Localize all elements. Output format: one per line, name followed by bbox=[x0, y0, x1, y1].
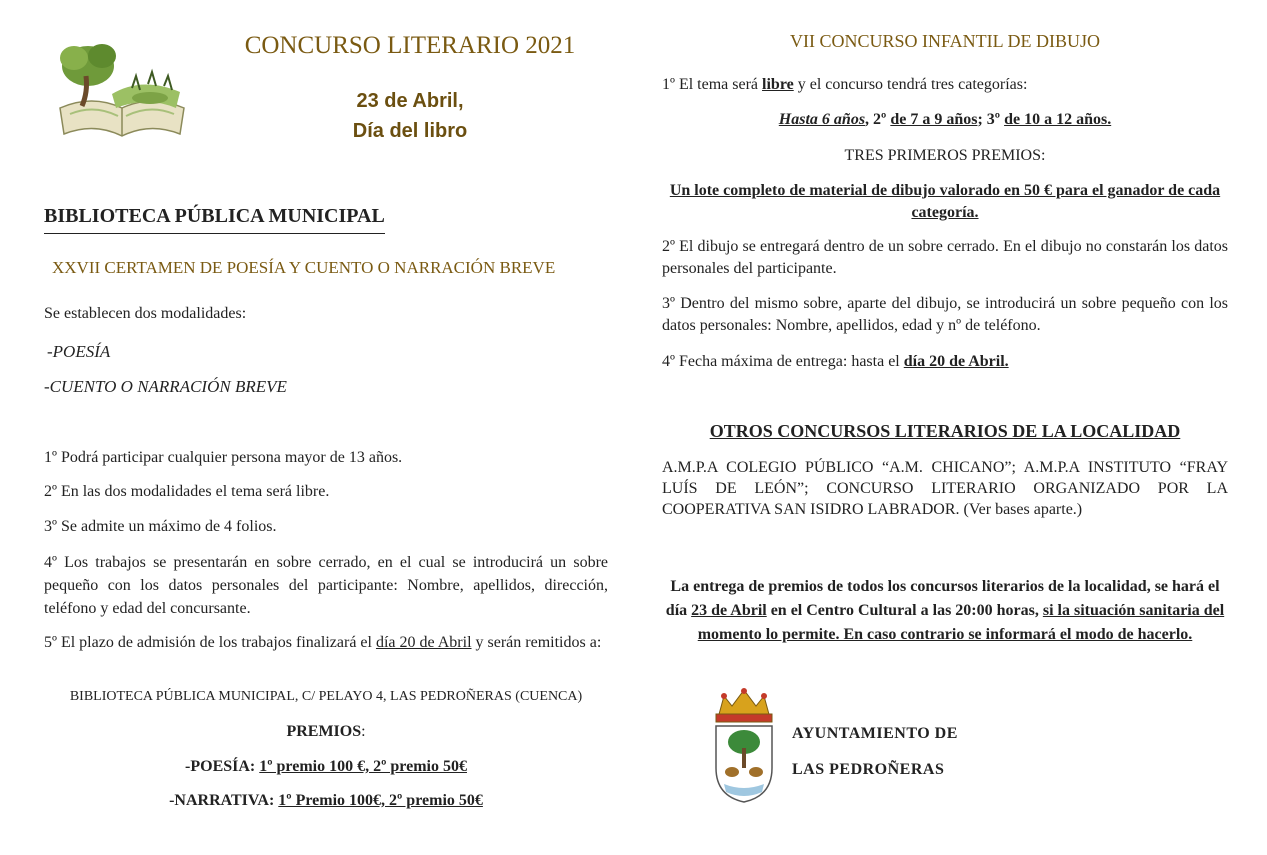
other-contests-heading: OTROS CONCURSOS LITERARIOS DE LA LOCALIDAD bbox=[709, 421, 1181, 441]
drawing-rule-1-libre: libre bbox=[762, 76, 794, 93]
modalities-intro: Se establecen dos modalidades: bbox=[44, 305, 247, 322]
drawing-rule-4-date: día 20 de Abril. bbox=[903, 353, 1009, 370]
town-hall-line-1: AYUNTAMIENTO DE bbox=[792, 725, 958, 742]
rule-2: 2º En las dos modalidades el tema será libre. bbox=[44, 483, 330, 500]
ceremony-text-a: La entrega de premios de todos los concursos literarios de la localidad, se hará el día bbox=[665, 578, 1220, 619]
rule-5-date: día 20 de Abril bbox=[375, 634, 472, 651]
modality-poetry: -POESÍA bbox=[47, 342, 111, 361]
drawing-prizes-heading-label: TRES PRIMEROS PREMIOS bbox=[844, 147, 1042, 164]
ceremony-date: 23 de Abril bbox=[691, 602, 767, 619]
drawing-rule-1-b: y el concurso tendrá tres categorías: bbox=[793, 76, 1028, 93]
drawing-rule-4 bbox=[662, 351, 1228, 373]
rule-4: 4º Los trabajos se presentarán en sobre cerrado, en el cual se introducirá un sobre pequeño con los datos personales del participante: Nombre, apellidos, dirección, teléfono y edad del concursante. bbox=[44, 554, 608, 617]
address: BIBLIOTECA PÚBLICA MUNICIPAL, C/ PELAYO 4, LAS PEDROÑERAS (CUENCA) bbox=[69, 689, 583, 704]
rule-3: 3º Se admite un máximo de 4 folios. bbox=[44, 518, 277, 535]
drawing-rule-3: 3º Dentro del mismo sobre, aparte del dibujo, se introducirá un sobre pequeño con los datos personales: Nombre, apellidos, edad y nº de teléfono. bbox=[662, 295, 1228, 334]
rule-1: 1º Podrá participar cualquier persona mayor de 13 años. bbox=[44, 449, 403, 466]
contest-title: XXVII CERTAMEN DE POESÍA Y CUENTO O NARRACIÓN BREVE bbox=[52, 258, 556, 277]
other-contests-text: A.M.P.A COLEGIO PÚBLICO “A.M. CHICANO”; A.M.P.A INSTITUTO “FRAY LUÍS DE LEÓN”; CONCURSO LITERARIO ORGANIZADO POR LA COOPERATIVA SAN ISIDRO LABRADOR. (Ver bases aparte.) bbox=[662, 459, 1228, 518]
date-line-1: 23 de Abril, bbox=[356, 90, 464, 112]
category-1: Hasta 6 años bbox=[778, 111, 866, 128]
town-hall-line-2: LAS PEDROÑERAS bbox=[792, 761, 945, 778]
date-line-2: Día del libro bbox=[352, 120, 468, 142]
drawing-rule-1 bbox=[662, 74, 1228, 96]
poetry-prizes-value: 1º premio 100 €, 2º premio 50€ bbox=[259, 758, 467, 775]
category-3: de 10 a 12 años. bbox=[1004, 111, 1112, 128]
category-2: de 7 a 9 años bbox=[890, 111, 978, 128]
book-tree-illustration-icon bbox=[52, 36, 192, 140]
rule-5-text-a: 5º El plazo de admisión de los trabajos finalizará el bbox=[44, 634, 376, 651]
drawing-rule-1-a: 1º El tema será bbox=[662, 76, 763, 93]
coat-of-arms-icon bbox=[710, 688, 778, 806]
drawing-contest-title: VII CONCURSO INFANTIL DE DIBUJO bbox=[790, 31, 1100, 51]
narrative-prizes-label: -NARRATIVA: bbox=[169, 792, 279, 809]
ceremony-text bbox=[662, 575, 1228, 647]
poetry-prizes-label: -POESÍA: bbox=[185, 758, 260, 775]
drawing-prize-text: Un lote completo de material de dibujo valorado en 50 € para el ganador de cada categoría. bbox=[669, 182, 1221, 221]
prizes-heading-colon: : bbox=[361, 723, 366, 740]
drawing-prizes-heading bbox=[662, 145, 1228, 167]
category-sep-2: ; 3º bbox=[977, 111, 1005, 128]
narrative-prizes-value: 1º Premio 100€, 2º premio 50€ bbox=[278, 792, 483, 809]
narrative-prizes bbox=[30, 790, 622, 812]
ceremony-condition: si la situación sanitaria del momento lo permite. En caso contrario se informará el modo de hacerlo. bbox=[697, 602, 1225, 643]
prizes-heading-label: PREMIOS bbox=[286, 723, 362, 740]
drawing-rule-4-a: 4º Fecha máxima de entrega: hasta el bbox=[662, 353, 904, 370]
rule-5 bbox=[44, 632, 608, 654]
ceremony-text-b: en el Centro Cultural a las 20:00 horas, bbox=[766, 602, 1043, 619]
prizes-heading bbox=[30, 721, 622, 743]
drawing-rule-2: 2º El dibujo se entregará dentro de un sobre cerrado. En el dibujo no constarán los datos personales del participante. bbox=[662, 238, 1228, 277]
drawing-categories bbox=[662, 109, 1228, 131]
modality-story: -CUENTO O NARRACIÓN BREVE bbox=[44, 377, 287, 396]
main-title: CONCURSO LITERARIO 2021 bbox=[244, 32, 576, 59]
drawing-prizes-heading-colon: : bbox=[1041, 147, 1046, 164]
rule-5-text-b: y serán remitidos a: bbox=[471, 634, 602, 651]
poetry-prizes bbox=[30, 756, 622, 778]
library-heading: BIBLIOTECA PÚBLICA MUNICIPAL bbox=[44, 205, 385, 234]
category-sep-1: , 2º bbox=[865, 111, 891, 128]
